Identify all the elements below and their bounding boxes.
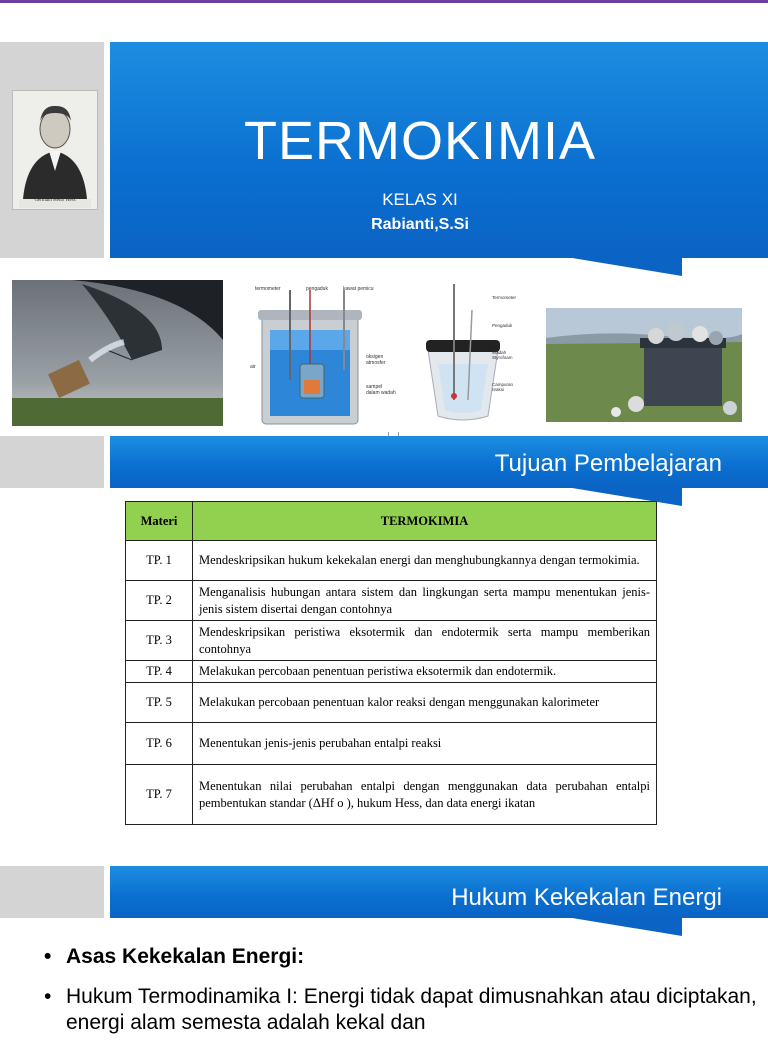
- row-code: TP. 1: [126, 541, 193, 581]
- page-title: TERMOKIMIA: [243, 111, 596, 171]
- bullet-item: • Asas Kekekalan Energi:: [40, 944, 760, 970]
- label-kawat: kawat pemicu: [343, 286, 374, 292]
- table-row: [126, 581, 657, 621]
- header-materi: Materi: [126, 502, 193, 541]
- row-code: TP. 2: [126, 581, 193, 621]
- label-pengaduk-2: Pengaduk: [492, 323, 513, 328]
- table-row: [126, 683, 657, 723]
- label-termometer-1: termometer: [255, 286, 281, 292]
- label-campuran: Campuran reaksi: [492, 382, 514, 392]
- label-air: air: [250, 364, 256, 370]
- table-row: [126, 723, 657, 765]
- row-text: Melakukan percobaan penentuan peristiwa eksotermik dan endotermik.: [193, 661, 657, 683]
- section-title-hukum: Hukum Kekekalan Energi: [451, 884, 722, 911]
- content-bullets: [40, 944, 760, 1050]
- label-termometer-2: Termometer: [492, 295, 517, 300]
- garbage-dumpster-photo: [546, 308, 742, 422]
- label-oksigen: oksigen atmosfer: [366, 354, 386, 366]
- top-border-line: [0, 0, 768, 3]
- portrait-caption: Germain Henri Hess: [34, 198, 76, 203]
- row-text: Mendeskripsikan peristiwa eksotermik dan endotermik serta mampu memberikan contohnya: [193, 621, 657, 661]
- row-text: Mendeskripsikan hukum kekekalan energi dan menghubungkannya dengan termokimia.: [193, 541, 657, 581]
- table-row: [126, 621, 657, 661]
- table-header-row: [126, 502, 657, 541]
- author-name: Rabianti,S.Si: [371, 216, 469, 233]
- row-text: Menganalisis hubungan antara sistem dan lingkungan serta mampu menentukan jenis-jenis sistem disertai dengan contohnya: [193, 581, 657, 621]
- slide3-gray-sidebar: [0, 866, 104, 918]
- balloon-photo: [12, 280, 223, 426]
- row-code: TP. 5: [126, 683, 193, 723]
- table-row: [126, 541, 657, 581]
- row-code: TP. 3: [126, 621, 193, 661]
- label-pengaduk-1: pengaduk: [306, 286, 328, 292]
- class-label: KELAS XI: [382, 190, 458, 209]
- row-text: Menentukan nilai perubahan entalpi dengan menggunakan data perubahan entalpi pembentukan standar (ΔHf o ), hukum Hess, dan data energi ikatan: [193, 765, 657, 825]
- table-row: [126, 661, 657, 683]
- row-code: TP. 7: [126, 765, 193, 825]
- header-termokimia: TERMOKIMIA: [193, 502, 657, 541]
- slide3-banner-tail: [560, 916, 700, 938]
- section-title-tujuan: Tujuan Pembelajaran: [494, 450, 722, 477]
- row-code: TP. 6: [126, 723, 193, 765]
- slide2-gray-sidebar: [0, 436, 104, 488]
- label-sampel: sampel dalam wadah: [366, 384, 396, 396]
- label-wadah: Wadah Styrofoam: [492, 350, 513, 360]
- row-code: TP. 4: [126, 661, 193, 683]
- portrait-image: [12, 90, 98, 210]
- objectives-table: [125, 501, 657, 825]
- table-row: [126, 765, 657, 825]
- row-text: Melakukan percobaan penentuan kalor reaksi dengan menggunakan kalorimeter: [193, 683, 657, 723]
- row-text: Menentukan jenis-jenis perubahan entalpi reaksi: [193, 723, 657, 765]
- slide1-banner-tail: [560, 256, 700, 278]
- bullet-item: • Hukum Termodinamika I: Energi tidak dapat dimusnahkan atau diciptakan, energi alam semesta adalah kekal dan: [40, 984, 760, 1036]
